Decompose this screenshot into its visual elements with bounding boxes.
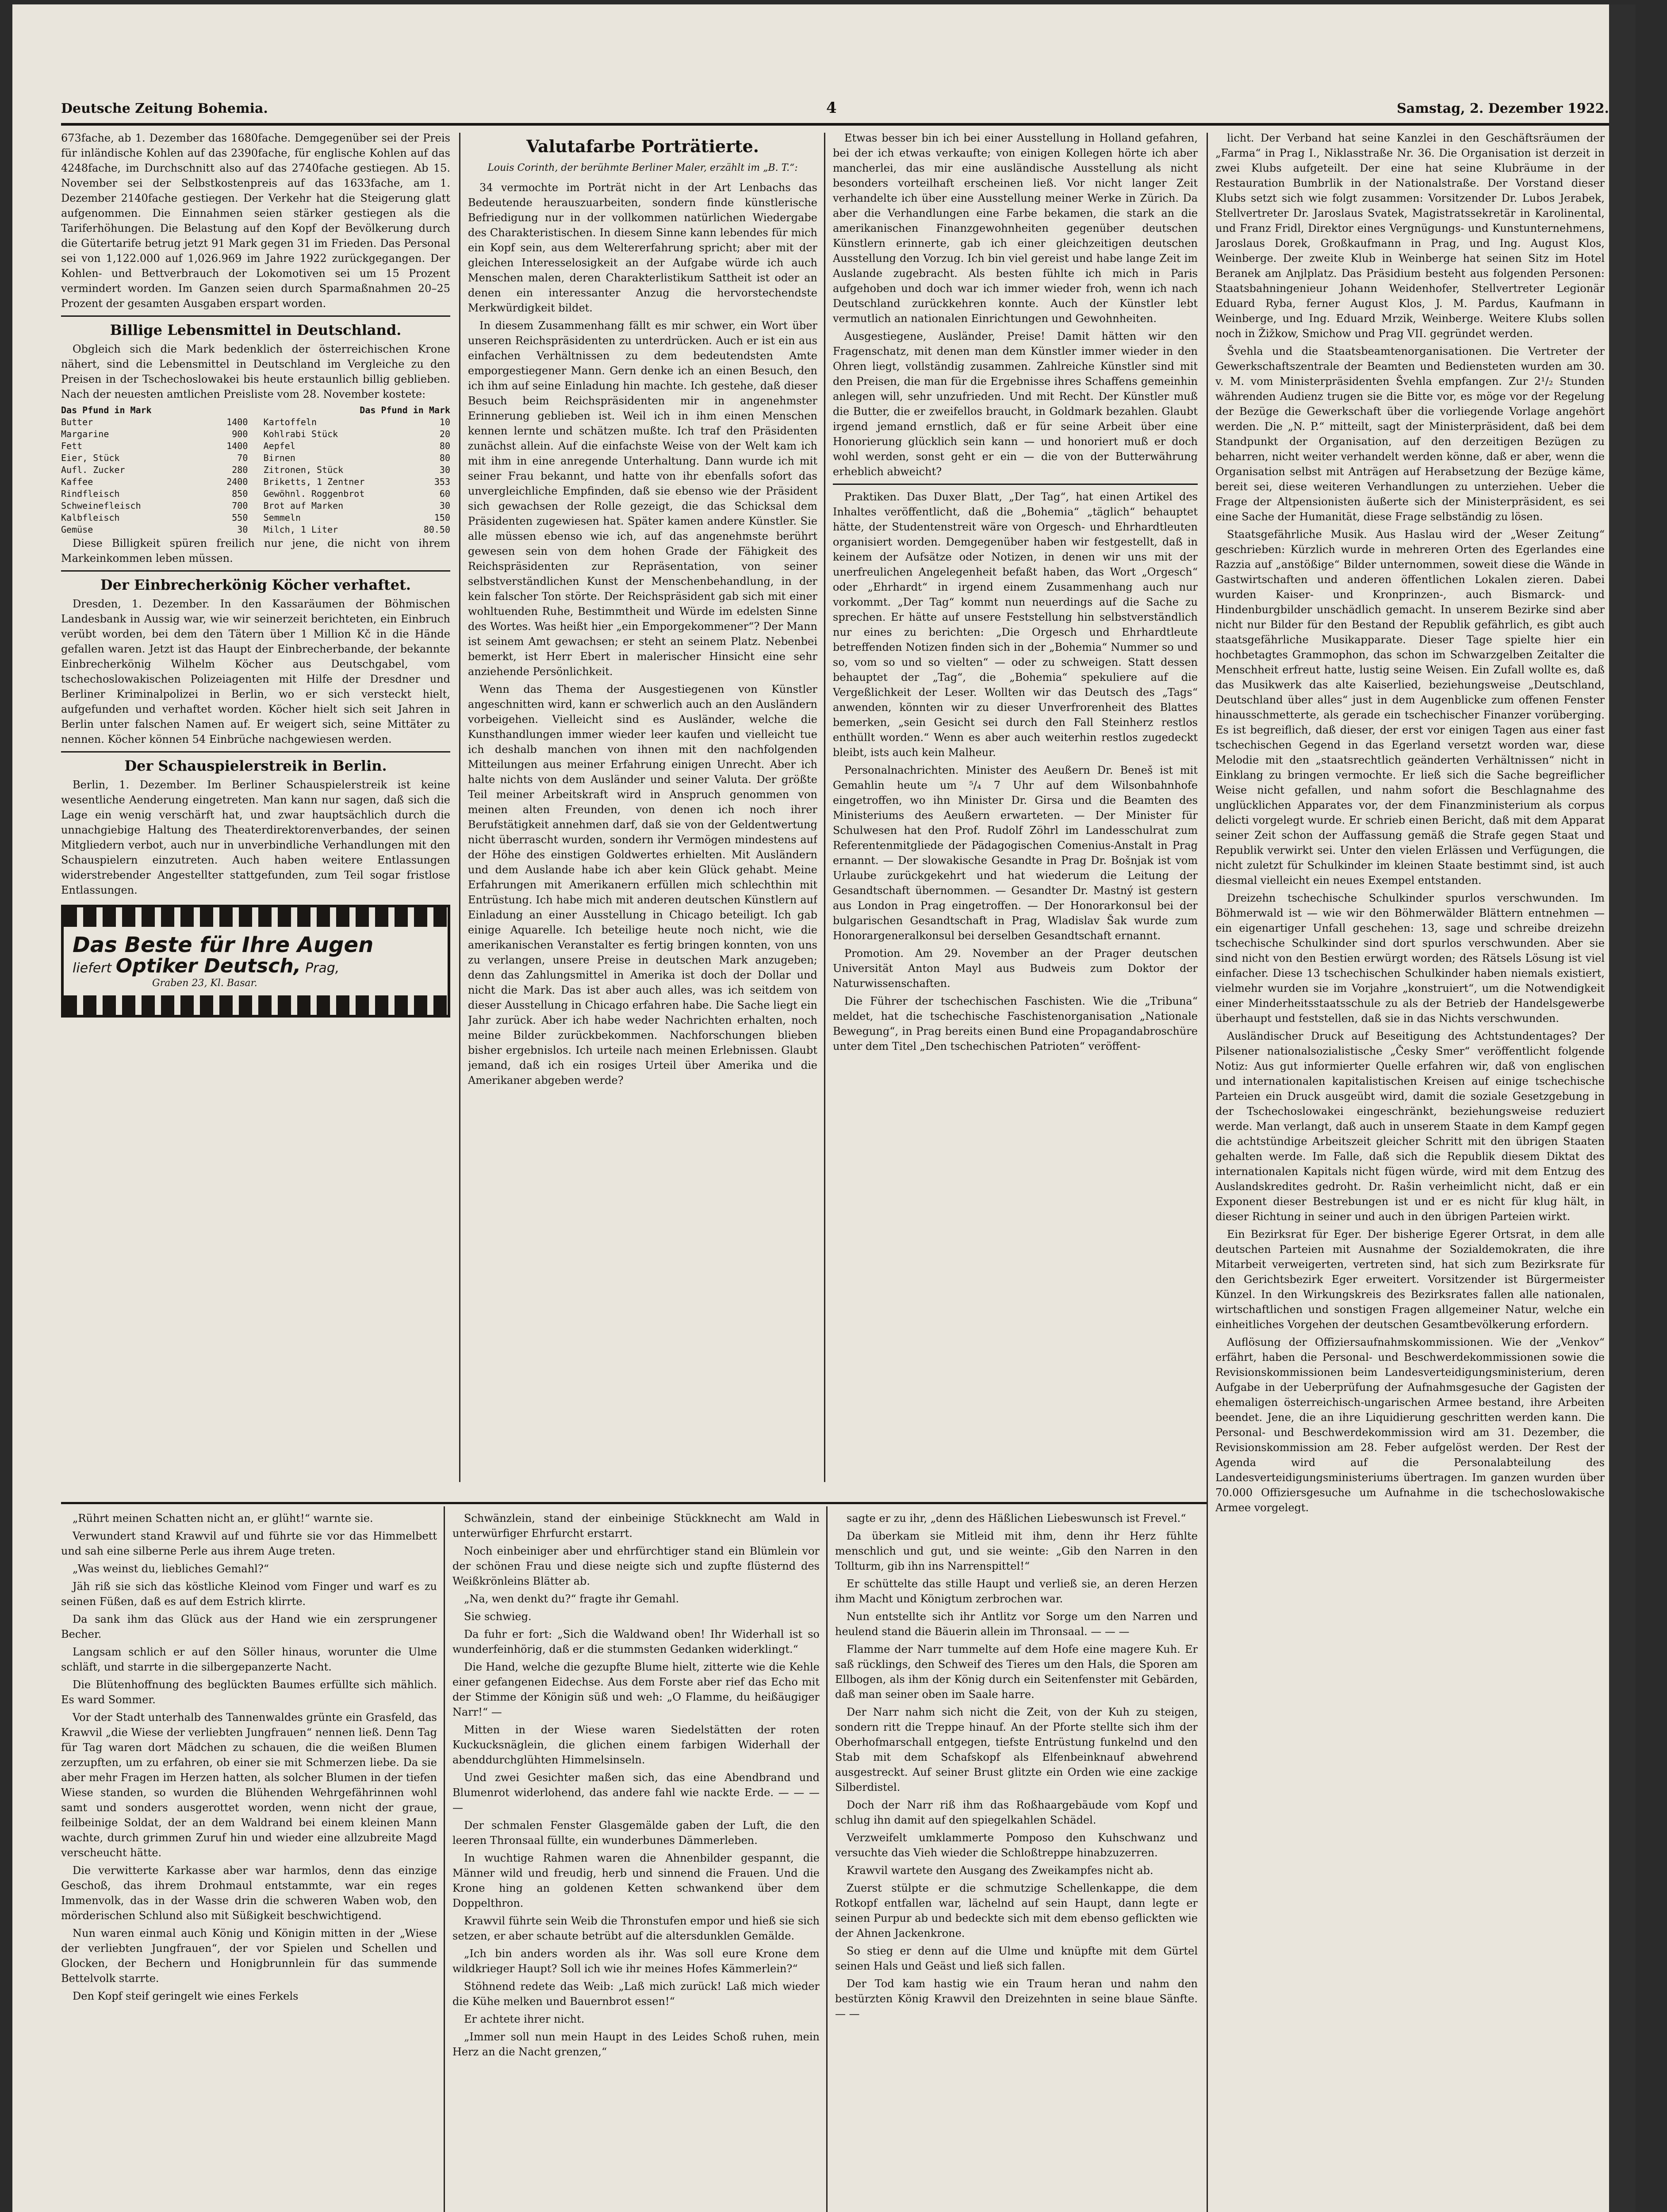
article-text: Wenn das Thema der Ausgestiegenen von Künstler angeschnitten wird, kann er schwerlich auch an den Ausländern vorbeigehen. Vielleicht sind es Ausländer, welche die Kunsthandlungen immer wieder leer kaufen und vielleicht tue ich deshalb manchen von ihnen mit den nachfolgenden Mitteilungen aus meiner Erfahrung einigen Unrecht. Aber ich halte nichts von dem Ausländer und seiner Valuta. Der größte Teil meiner Arbeitskraft wird in Anspruch genommen von meinen alten Freunden, von denen ich noch ihrer Berufstätigkeit annehmen darf, daß sie von der Geldentwertung nicht überrascht wurden, sondern ihr Vermögen mindestens auf der Höhe des einstigen Goldwertes erhielten. Mit Ausländern und dem Auslande habe ich aber kein Glück gehabt. Meine Erfahrungen mit Amerikanern erfüllen mich schlechthin mit Entrüstung. Ich habe mich mit anderen deutschen Künstlern auf Einladung an einer Ausstellung in Chicago beteiligt. Ich gab einige Aquarelle. Ich beteilige heute noch nicht, wie die amerikanischen Veranstalter es fertig bringen konnten, von uns zu verlangen, unsere Preise in deutschen Mark anzugeben; denn das Zahlungsmittel in Amerika ist doch der Dollar und nicht die Mark. Das ist aber auch alles, was ich seitdem von dieser Ausstellung in Chicago erfahren habe. Die Sache liegt ein Jahr zurück. Aber ich habe weder Nachrichten erhalten, noch meine Bilder zurückbekommen. Nachforschungen blieben bisher ergebnislos. Ich urteile nach meinen Erlebnissen. Glaubt jemand, daß ich ein rosiges Urteil über Amerika und die Amerikaner abgeben werde? bbox=[468, 683, 817, 1087]
feuilleton-paragraph: In wuchtige Rahmen waren die Ahnenbilder gespannt, die Männer wild und freudig, herb und sinnend die Frauen. Und die Krone hing an goldenen Ketten schwankend über dem Doppelthron. bbox=[452, 1852, 820, 1909]
price-value: 850 bbox=[232, 488, 248, 499]
price-item: Kartoffeln bbox=[263, 417, 317, 427]
ad-border-pattern bbox=[64, 907, 448, 927]
feuilleton-paragraph: Doch der Narr riß ihm das Roßhaargebäude vom Kopf und schlug ihn damit auf den spiegelkahlen Schädel. bbox=[835, 1799, 1198, 1826]
feuilleton-paragraph: Verwundert stand Krawvil auf und führte sie vor das Himmelbett und sah eine silberne Perle aus ihrem Auge treten. bbox=[61, 1530, 437, 1557]
feuilleton-paragraph: Die Hand, welche die gezupfte Blume hielt, zitterte wie die Kehle einer gefangenen Eidechse. Aus dem Forste aber rief das Echo mit der Stimme der Königin süß und weh: „O Flamme, du heißäugiger Narr!“ — bbox=[452, 1661, 820, 1718]
feuilleton-paragraph: Nun waren einmal auch König und Königin mitten in der „Wiese der verliebten Jungfrauen“, der vor Spielen und Schellen und Glocken, der Bechern und Honigbrunnlein für das summende Bettelvolk starrte. bbox=[61, 1927, 437, 1985]
news-item: Staatsgefährliche Musik. Aus Haslau wird der „Weser Zeitung“ geschrieben: Kürzlich wurde in mehreren Orten des Egerlandes eine Razzia auf „anstößige“ Bilder unternommen, soweit diese die Wände in Gastwirtschaften und anderen öffentlichen Lokalen zieren. Dabei wurden Kaiser- und Kronprinzen-, auch Bismarck- und Hindenburgbilder unschädlich gemacht. In unserem Bezirke sind aber nicht nur Bilder für den Bestand der Republik gefährlich, es gibt auch staatsgefährliche Musikapparate. Dieser Tage spielte hier ein hochbetagtes Grammophon, das schon im Schwarzgelben Zeitalter die Menschheit erfreut hatte, lustig seine Weisen. Ein Zufall wollte es, daß das Musikwerk das alte Kaiserlied, beziehungsweise „Deutschland, Deutschland über alles“ just in dem Augenblicke zum offenen Fenster hinausschmetterte, als gerade ein tschechischer Finanzer vorüberging. Es ist begreiflich, daß dieser, der erst vor einigen Tagen aus einer fast tschechischen Gegend in das Egerland versetzt worden war, diese Melodie mit den „staatsrechtlich geänderten Verhältnissen“ nicht in Einklang zu bringen vermochte. Er ließ sich die Sache begreiflicher Weise nicht gefallen, und nahm sofort die Beschlagnahme des unglücklichen Apparates vor, der dem Finanzministerium als corpus delicti vorgelegt wurde. Er schrieb einen Bericht, daß mit dem Apparat seiner Zeit schon der Auffassung gemäß die Strafe gegen Staat und Republik verwirkt sei. Unter den vielen Erlässen und Verfügungen, die nicht zuletzt für Schulkinder im kleinen Staate bestimmt sind, ist auch diesmal vielleicht ein neues Exempel entstanden. bbox=[1215, 528, 1605, 887]
price-value: 550 bbox=[232, 512, 248, 523]
ad-address: Graben 23, Kl. Basar. bbox=[152, 978, 257, 989]
newspaper-name: Deutsche Zeitung Bohemia. bbox=[61, 101, 268, 116]
feuilleton-paragraph: „Was weinst du, liebliches Gemahl?“ bbox=[73, 1563, 269, 1575]
article-continuation: 673fache, ab 1. Dezember das 1680fache. Demgegenüber sei der Preis für inländische Kohlen auf das 2390fache, für englische Kohlen auf das 4248fache, im Durchschnitt also auf das 2740fache gestiegen. Ab 15. November sei der Selbstkostenpreis auf das 1633fache, am 1. Dezember 2140fache gestiegen. Der Verkehr hat die Steigerung glatt aufgenommen. Die Einnahmen seien stärker gestiegen als die Tariferhöhungen. Die Belastung auf den Kopf der Bevölkerung durch die Gütertarife betrug jetzt 91 Mark gegen 31 im Frieden. Das Personal sei von 1,122.000 auf 1,026.969 im Jahre 1922 zurückgegangen. Der Kohlen- und Bettverbrauch der Lokomotiven sei um 15 Prozent vermindert worden. Im Ganzen seien durch Sparmaßnahmen 20–25 Prozent der gesamten Ausgaben erspart worden. bbox=[61, 132, 450, 310]
feuilleton-paragraph: Vor der Stadt unterhalb des Tannenwaldes grünte ein Grasfeld, das Krawvil „die Wiese der verliebten Jungfrauen“ nennen ließ. Denn Tag für Tag waren dort Mädchen zu schauen, die die weißen Blumen zerzupften, um zu erfahren, ob einer sie mit Schmerzen liebe. Da sie aber mehr Fragen im Herzen hatten, als solcher Blumen in der tiefen Wiese standen, so wurden die Blühenden Wehrgefährinnen wohl samt und sonders ausgerottet worden, wenn nicht der graue, feilbeinige Soldat, der an dem Waldrand bei einem kleinen Mann wachte, durch grimmen Zuruf hin und wieder eine allzubreite Magd verscheucht hätte. bbox=[61, 1711, 437, 1859]
feuilleton-paragraph: „Na, wen denkt du?“ fragte ihr Gemahl. bbox=[464, 1593, 679, 1605]
news-item: licht. Der Verband hat seine Kanzlei in den Geschäftsräumen der „Farma“ in Prag I., Niklasstraße Nr. 36. Die Organisation ist derzeit in zwei Klubs aufgeteilt. Der eine hat seine Klubräume in der Restauration Bumbrlik in der Nationalstraße. Der Vorstand dieser Klubs setzt sich wie folgt zusammen: Vorsitzender Dr. Lubos Jerabek, Stellvertreter Dr. Jaroslaus Svatek, Magistratssekretär in Karolinental, und Franz Fridl, Direktor eines Vergnügungs- und Kunstunternehmens, Jaroslaus Dorek, Großkaufmann in Prag, und Ing. August Klos, Weinberge. Der zweite Klub in Weinberge hat seinen Sitz im Hotel Beranek am Anjlplatz. Das Präsidium besteht aus folgenden Personen: Staatsbahningenieur Johann Weidenhofer, Stellvertreter Legionär Eduard Ryba, ferner August Klos, J. M. Pardus, Kaufmann in Weinberge, und Ing. Eduard Mrzik, Weinberge. Weitere Klubs sollen noch in Žižkow, Smichow und Prag VII. gegründet werden. bbox=[1215, 132, 1605, 340]
price-value: 30 bbox=[439, 500, 450, 511]
feuilleton-paragraph: Der Narr nahm sich nicht die Zeit, von der Kuh zu steigen, sondern ritt die Treppe hinauf. An der Pforte stellte sich ihm der Oberhofmarschall entgegen, tiefste Entrüstung funkelnd und den Stab mit dem Schafskopf als Elfenbeinknauf abwehrend ausgestreckt. Auf seiner Brust glitzte ein Orden wie eine zackige Silberdistel. bbox=[835, 1706, 1198, 1793]
newspaper-page bbox=[12, 4, 1636, 2212]
feuilleton-paragraph: Er achtete ihrer nicht. bbox=[464, 2013, 585, 2025]
news-item: Personalnachrichten. Minister des Aeußern Dr. Beneš ist mit Gemahlin heute um ⁵/₄ 7 Uhr auf dem Wilsonbahnhofe eingetroffen, wo ihn Minister Dr. Girsa und die Beamten des Ministeriums des Aeußern erwarteten. — Der Minister für Schulwesen hat den Prof. Rudolf Zöhrl im Landesschulrat zum Referentenmitgliede der Pädagogischen Comenius-Anstalt in Prag ernannt. — Der slowakische Gesandte in Prag Dr. Bošnjak ist vom Urlaube zurückgekehrt und hat wiederum die Leitung der Gesandtschaft übernommen. — Gesandter Dr. Mastný ist gestern aus London in Prag eingetroffen. — Der Honorarkonsul bei der bulgarischen Gesandtschaft in Prag, Wladislav Šak wurde zum Honorargeneralkonsul bei derselben Gesandtschaft ernannt. bbox=[833, 764, 1198, 942]
headline-portraetierte: Valutafarbe Porträtierte. bbox=[526, 136, 759, 156]
news-item: Die Führer der tschechischen Faschisten. Wie die „Tribuna“ meldet, hat die tschechische Faschistenorganisation „Nationale Bewegung“, in Prag bereits einen Bund eine Propagandabroschüre unter dem Titel „Den tschechischen Patrioten“ veröffent- bbox=[833, 995, 1198, 1052]
feuilleton-column-1 bbox=[61, 1511, 437, 2212]
news-item: Dreizehn tschechische Schulkinder spurlos verschwunden. Im Böhmerwald ist — wie wir den Böhmerwälder Blättern entnehmen — ein eigenartiger Unfall geschehen: 13, sage und schreibe dreizehn tschechische Schulkinder sind dort spurlos verschwunden. Aber sie sind nicht von den Bestien erwürgt worden; des Rätsels Lösung ist viel einfacher. Diese 13 tschechischen Schulkinder haben niemals existiert, vielmehr wurden sie im Vorjahre „konstruiert“, um die Notwendigkeit einer Minderheitsstaatsschule zu als der Betrieb der Handelsgewerbe überhaupt und feststellen, daß sie in das Nichts verschwunden. bbox=[1215, 892, 1605, 1025]
column-rule bbox=[824, 133, 825, 1482]
ad-title: Das Beste für Ihre Augen bbox=[73, 933, 374, 957]
article-text: In diesem Zusammenhang fällt es mir schwer, ein Wort über unseren Reichspräsidenten zu unterdrücken. Auch er ist ein aus einfachen Verhältnissen zu dem bedeutendsten Amte emporgestiegener Mann. Gern denke ich an einen Besuch, den ich ihm auf seine Einladung hin machte. Ich gestehe, daß dieser Besuch beim Reichspräsidenten mir in angenehmster Erinnerung geblieben ist. Weil ich in ihm einen Menschen kennen lernte und schätzen mußte. Ich traf den Präsidenten zunächst allein. Auf die einfachste Weise von der Welt kam ich mit ihm in eine anregende Unterhaltung. Dann wurde ich mit seiner Frau bekannt, und hatte von ihr ebenfalls sofort das unvergleichliche Empfinden, daß sie ebenso wie der Präsident sich gewachsen der Rolle gezeigt, die das Schicksal dem Präsidenten zugewiesen hat. Später kamen andere Künstler. Sie alle müssen ebenso wie ich, auf das angenehmste berührt gewesen sein von dem hohen Grade der Fähigkeit des Reichspräsidenten zur Repräsentation, von seiner selbstverständlichen Kunst der Menschenbehandlung, in der kein falscher Ton störte. Der Reichspräsident gab sich mit einer wohltuenden Ruhe, Bestimmtheit und Würde im edelsten Sinne des Wortes. Was heißt hier „ein Emporgekommener“? Der Mann ist seinem Amt gewachsen; er steht an seinem Platz. Nebenbei bemerkt, ist Herr Ebert in malerischer Hinsicht eine sehr anziehende Persönlichkeit. bbox=[468, 319, 817, 678]
feuilleton-paragraph: Nun entstellte sich ihr Antlitz vor Sorge um den Narren und heulend stand die Bäuerin allein im Thronsaal. — — — bbox=[835, 1610, 1198, 1638]
price-item: Zitronen, Stück bbox=[263, 465, 344, 475]
price-row bbox=[61, 500, 450, 512]
column-1 bbox=[61, 131, 450, 1493]
price-item: Gemüse bbox=[61, 524, 93, 535]
price-value: 900 bbox=[232, 429, 248, 439]
feuilleton-paragraph: Verzweifelt umklammerte Pomposo den Kuhschwanz und versuchte das Vieh wieder die Schloßtreppe hinabzuzerren. bbox=[835, 1832, 1198, 1859]
news-item: Auflösung der Offiziersaufnahmskommissionen. Wie der „Venkov“ erfährt, haben die Personal- und Beschwerdekommissionen sowie die Revisionskommissionen beim Landesverteidigungsministerium, deren Aufgabe in der Ueberprüfung der Aufnahmsgesuche der Gagisten der ehemaligen österreichisch-ungarischen Armee bestand, ihre Arbeiten beendet. Jene, die an ihre Liquidierung geschritten werden kann. Die Personal- und Beschwerdekommission wird am 31. Dezember, die Revisionskommission am 28. Feber aufgelöst werden. Der Rest der Agenda wird auf die Personalabteilung des Landesverteidigungsministeriums übertragen. Im ganzen wurden über 70.000 Offiziersgesuche um Aufnahme in die tschechoslowakische Armee vorgelegt. bbox=[1215, 1336, 1605, 1514]
price-item: Gewöhnl. Roggenbrot bbox=[263, 488, 365, 499]
feuilleton-paragraph: Schwänzlein, stand der einbeinige Stückknecht am Wald in unterwürfiger Ehrfurcht erstarrt. bbox=[452, 1512, 820, 1540]
price-value: 10 bbox=[439, 417, 450, 427]
price-value: 1400 bbox=[226, 441, 248, 451]
price-value: 80 bbox=[439, 453, 450, 463]
feuilleton-column-2 bbox=[452, 1511, 820, 2212]
news-item: Promotion. Am 29. November an der Prager deutschen Universität Anton Mayl aus Budweis zum Doktor der Naturwissenschaften. bbox=[833, 947, 1198, 990]
feuilleton-column-3 bbox=[835, 1511, 1198, 2212]
feuilleton-paragraph: Sie schwieg. bbox=[464, 1610, 532, 1623]
article-text: 34 vermochte im Porträt nicht in der Art Lenbachs das Bedeutende herauszuarbeiten, sondern finde künstlerische Befriedigung nur in der vollkommen natürlichen Wiedergabe des Charakteristischen. In diesem Sinne kann lebendes für mich ein Kopf sein, aus dem Weltererfahrung spricht; aber mit der gleichen Interesselosigkeit an der Aufgabe würde ich auch Menschen malen, deren Charakterlistikum Sattheit ist oder an denen ein interessanter Anzug die hervorstechendste Merkwürdigkeit bildet. bbox=[468, 181, 817, 314]
feuilleton-paragraph: Die Blütenhoffnung des beglückten Baumes erfüllte sich mählich. Es ward Sommer. bbox=[61, 1678, 437, 1706]
price-value: 60 bbox=[439, 488, 450, 499]
article-text: Diese Billigkeit spüren freilich nur jene, die nicht von ihrem Markeinkommen leben müssen. bbox=[61, 537, 450, 565]
feuilleton-paragraph: Der schmalen Fenster Glasgemälde gaben der Luft, die den leeren Thronsaal füllte, ein wunderbunes Dämmerleben. bbox=[452, 1819, 820, 1847]
feuilleton-paragraph: Flamme der Narr tummelte auf dem Hofe eine magere Kuh. Er saß rücklings, den Schweif des Tieres um den Hals, die Sporen am Ellbogen, als ihm der König durch ein Seitenfenster mit Gebärden, daß man seiner oben im Saale harre. bbox=[835, 1643, 1198, 1701]
price-row bbox=[61, 452, 450, 464]
column-4 bbox=[1215, 131, 1605, 2212]
article-text: Obgleich sich die Mark bedenklich der österreichischen Krone nähert, sind die Lebensmittel in Deutschland im Vergleiche zu den Preisen in der Tschechoslowakei bis heute erstaunlich billig geblieben. Nach der neuesten amtlichen Preisliste vom 28. November kostete: bbox=[61, 343, 450, 400]
page-header bbox=[61, 96, 1609, 126]
price-row bbox=[61, 416, 450, 428]
news-item: Ausländischer Druck auf Beseitigung des Achtstundentages? Der Pilsener nationalsozialistische „Česky Smer“ veröffentlicht folgende Notiz: Aus gut informierter Quelle erfahren wir, daß von englischen und internationalen kapitalistischen Kreisen auf einige tschechische Parteien ein Druck ausgeübt wird, damit die soziale Gesetzgebung in der Tschechoslowakei eingeschränkt, beziehungsweise reduziert werde. Man verlangt, daß auch in unserem Staate in dem Kampf gegen die achtstündige Arbeitszeit gleicher Schritt mit den übrigen Staaten gehalten werde. Im Falle, daß sich die Republik diesem Diktat des internationalen Kapitals nicht fügen würde, wird mit dem Entzug des Auslandskredites gedroht. Dr. Rašin verheimlicht nicht, daß er ein Exponent dieser Bestrebungen ist und er es nicht für klug hält, in dieser Richtung in seiner und auch in den übrigen Parteien wirkt. bbox=[1215, 1030, 1605, 1223]
price-row bbox=[61, 428, 450, 440]
feuilleton-paragraph: sagte er zu ihr, „denn des Häßlichen Liebeswunsch ist Frevel.“ bbox=[847, 1512, 1186, 1525]
divider bbox=[61, 315, 450, 317]
price-row bbox=[61, 524, 450, 536]
price-item: Birnen bbox=[263, 453, 295, 463]
feuilleton-paragraph: Die verwitterte Karkasse aber war harmlos, denn das einzige Geschoß, das ihrem Drohmaul entstammte, war ein reges Immenvolk, das in der Wasse drin die schweren Waben wob, den mörderischen Schlund also mit Süßigkeit beschwichtigend. bbox=[61, 1864, 437, 1922]
price-value: 30 bbox=[237, 524, 248, 535]
feuilleton-rule bbox=[61, 1502, 1207, 1504]
price-value: 150 bbox=[434, 512, 450, 523]
price-row bbox=[61, 488, 450, 500]
price-item: Briketts, 1 Zentner bbox=[263, 476, 365, 487]
headline-einbrecherkoenig: Der Einbrecherkönig Köcher verhaftet. bbox=[100, 576, 411, 593]
article-text: Dresden, 1. Dezember. In den Kassaräumen der Böhmischen Landesbank in Aussig war, wie wir seinerzeit berichteten, ein Einbruch verübt worden, bei dem den Tätern über 1 Million Kč in die Hände gefallen waren. Jetzt ist das Haupt der Einbrecherbande, der bekannte Einbrecherkönig Wilhelm Köcher aus Deutschgabel, vom tschechoslowakischen Polizeiagenten mit Hilfe der Dresdner und Berliner Kriminalpolizei in Berlin, wo er sich versteckt hielt, aufgefunden und verhaftet worden. Köcher hielt sich seit Jahren in Berlin unter falschen Namen auf. Er weigert sich, seine Mittäter zu nennen. Köcher können 54 Einbrüche nachgewiesen werden. bbox=[61, 598, 450, 745]
feuilleton-paragraph: „Rührt meinen Schatten nicht an, er glüht!“ warnte sie. bbox=[73, 1512, 373, 1525]
feuilleton-paragraph: So stieg er denn auf die Ulme und knüpfte mit dem Gürtel seinen Hals und Geäst und ließ sich fallen. bbox=[835, 1945, 1198, 1972]
feuilleton-paragraph: Mitten in der Wiese waren Siedelstätten der roten Kuckucksnäglein, die glichen einem farbigen Widerhall der abenddurchglühten Himmelsinseln. bbox=[452, 1724, 820, 1766]
price-item: Kohlrabi Stück bbox=[263, 429, 338, 439]
column-rule bbox=[444, 1506, 445, 2212]
binding-edge bbox=[1609, 4, 1636, 2212]
divider bbox=[833, 484, 1198, 485]
price-item: Kalbfleisch bbox=[61, 512, 120, 523]
divider bbox=[61, 570, 450, 572]
feuilleton-paragraph: Zuerst stülpte er die schmutzige Schellenkappe, die dem Rotkopf entfallen war, lächelnd auf sein Haupt, dann legte er seinen Purpur ab und bedeckte sich mit dem ebenso geflickten wie der Ahnen Jackenkrone. bbox=[835, 1882, 1198, 1939]
price-item: Aufl. Zucker bbox=[61, 465, 125, 475]
page-number: 4 bbox=[826, 99, 837, 117]
byline: Louis Corinth, der berühmte Berliner Maler, erzählt im „B. T.“: bbox=[487, 162, 798, 173]
feuilleton-paragraph: Der Tod kam hastig wie ein Traum heran und nahm den bestürzten König Krawvil den Dreizehnten in seine blaue Sänfte. — — bbox=[835, 1978, 1198, 2020]
feuilleton-paragraph: „Immer soll nun mein Haupt in des Leides Schoß ruhen, mein Herz an die Nacht grenzen,“ bbox=[452, 2031, 820, 2058]
price-item: Milch, 1 Liter bbox=[263, 524, 338, 535]
price-value: 20 bbox=[439, 429, 450, 439]
article-text: Ausgestiegene, Ausländer, Preise! Damit hätten wir den Fragenschatz, mit denen man dem Künstler immer wieder in den Ohren liegt, vollständig zusammen. Zahlreiche Künstler sind mit den Preisen, die man für die Ergebnisse ihres Schaffens gemeinhin anlegen will, sehr unzufrieden. Und mit Recht. Der Künstler muß die Butter, die er zweifellos braucht, in Goldmark bezahlen. Glaubt irgend jemand ernstlich, daß er für seine Arbeit über eine Honorierung glücklich sein kann — und honoriert muß er doch wohl werden, sonst geht er ein — die von der Butterwährung erheblich abweicht? bbox=[833, 330, 1198, 478]
issue-date: Samstag, 2. Dezember 1922. bbox=[1397, 101, 1609, 116]
price-value: 30 bbox=[439, 465, 450, 475]
feuilleton-paragraph: Jäh riß sie sich das köstliche Kleinod vom Finger und warf es zu seinen Füßen, daß es auf dem Estrich klirrte. bbox=[61, 1580, 437, 1608]
column-rule bbox=[459, 133, 460, 1482]
price-item: Brot auf Marken bbox=[263, 500, 344, 511]
price-row bbox=[61, 476, 450, 488]
price-value: 80 bbox=[439, 441, 450, 451]
price-value: 700 bbox=[232, 500, 248, 511]
divider bbox=[61, 751, 450, 753]
price-table-header: Das Pfund in Mark Das Pfund in Mark bbox=[61, 405, 450, 415]
price-item: Semmeln bbox=[263, 512, 301, 523]
price-value: 70 bbox=[237, 453, 248, 463]
price-table bbox=[61, 404, 450, 536]
feuilleton-paragraph: Krawvil führte sein Weib die Thronstufen empor und hieß sie sich setzen, er aber schaute betrübt auf die altersdunklen Gemälde. bbox=[452, 1915, 820, 1942]
feuilleton-paragraph: Noch einbeiniger aber und ehrfürchtiger stand ein Blümlein vor der schönen Frau und diese neigte sich und zupfte flüsternd des Weißkrönleins Blätter ab. bbox=[452, 1545, 820, 1587]
optiker-advertisement bbox=[61, 905, 450, 1018]
feuilleton-paragraph: „Ich bin anders worden als ihr. Was soll eure Krone dem wildkrieger Haupt? Soll ich wie ihr meines Hofes Kämmerlein?“ bbox=[452, 1947, 820, 1975]
column-rule bbox=[1207, 133, 1208, 2212]
column-3 bbox=[833, 131, 1198, 1493]
price-item: Kaffee bbox=[61, 476, 93, 487]
column-2 bbox=[468, 131, 817, 1493]
headline-schauspielerstreik: Der Schauspielerstreik in Berlin. bbox=[124, 757, 387, 774]
price-item: Eier, Stück bbox=[61, 453, 120, 463]
feuilleton-paragraph: Da überkam sie Mitleid mit ihm, denn ihr Herz fühlte menschlich und gut, und sie weinte: „Gib den Narren in den Tollturm, gib ihn ins Narrenspittel!“ bbox=[835, 1530, 1198, 1572]
feuilleton-paragraph: Da sank ihm das Glück aus der Hand wie ein zersprungener Becher. bbox=[61, 1613, 437, 1640]
ad-border-pattern bbox=[64, 995, 448, 1015]
price-row bbox=[61, 464, 450, 476]
price-row bbox=[61, 440, 450, 452]
price-value: 1400 bbox=[226, 417, 248, 427]
feuilleton-paragraph: Krawvil wartete den Ausgang des Zweikampfes nicht ab. bbox=[847, 1864, 1153, 1877]
price-item: Fett bbox=[61, 441, 83, 451]
article-text: Berlin, 1. Dezember. Im Berliner Schauspielerstreik ist keine wesentliche Aenderung eingetreten. Man kann nur sagen, daß sich die Lage ein wenig verschärft hat, und zwar hauptsächlich durch die unnachgiebige Haltung des Theaterdirektorenverbandes, der seinen Mitgliedern verbot, auch nur in unverbindliche Verhandlungen mit den Schauspielern einzutreten. Auch haben weitere Entlassungen widerstrebender Angestellter stattgefunden, zum Teil sogar fristlose Entlassungen. bbox=[61, 779, 450, 896]
price-item: Aepfel bbox=[263, 441, 295, 451]
price-item: Margarine bbox=[61, 429, 109, 439]
feuilleton-paragraph: Langsam schlich er auf den Söller hinaus, worunter die Ulme schläft, und starrte in die silbergepanzerte Nacht. bbox=[61, 1646, 437, 1673]
feuilleton-paragraph: Den Kopf steif geringelt wie eines Ferkels bbox=[73, 1990, 299, 2002]
feuilleton-paragraph: Stöhnend redete das Weib: „Laß mich zurück! Laß mich wieder die Kühe melken und Bauernbrot essen!“ bbox=[452, 1980, 820, 2008]
column-rule bbox=[826, 1506, 828, 2212]
price-item: Rindfleisch bbox=[61, 488, 120, 499]
news-item: Ein Bezirksrat für Eger. Der bisherige Egerer Ortsrat, in dem alle deutschen Parteien mit Ausnahme der Sozialdemokraten, die ihre Mitarbeit verweigerten, vertreten sind, hat sich zum Bezirksrate für den Gerichtsbezirk Eger erweitert. Vorsitzender ist Bürgermeister Künzel. In den Wirkungskreis des Bezirksrates fallen alle nationalen, wirtschaftlichen und sonstigen Fragen allgemeiner Natur, welche ein einheitliches Vorgehen der deutschen Gesamtbevölkerung erfordern. bbox=[1215, 1228, 1605, 1331]
feuilleton-paragraph: Er schüttelte das stille Haupt und verließ sie, an deren Herzen ihm Macht und Königtum zerbrochen war. bbox=[835, 1578, 1198, 1605]
price-item: Schweinefleisch bbox=[61, 500, 141, 511]
price-value: 280 bbox=[232, 465, 248, 475]
news-item: Švehla und die Staatsbeamtenorganisationen. Die Vertreter der Gewerkschaftszentrale der Beamten und Bediensteten wurden am 30. v. M. vom Ministerpräsidenten Švehla empfangen. Zur 2¹/₂ Stunden währenden Audienz trugen sie die Bitte vor, es möge vor der Regelung der Bezüge die Gewerkschaft über die vorliegende Vorlage angehört werden. Die „N. P.“ mitteilt, sagt der Ministerpräsident, daß bei dem Standpunkt der Organisation, auf den derzeitigen Bezügen zu beharren, nicht weiter verhandelt werden könne, daß er aber, wenn die Organisation selbst mit Anträgen auf Herabsetzung der Bezüge käme, bereit sei, diese weiteren Verhandlungen zu unterziehen. Ueber die Frage der Altpensionisten äußerte sich der Ministerpräsident, es sei eine Sache der Humanität, diese Frage selbständig zu lösen. bbox=[1215, 345, 1605, 523]
article-text: Etwas besser bin ich bei einer Ausstellung in Holland gefahren, bei der ich etwas verkaufte; von einigen Kollegen hörte ich aber mancherlei, das mir eine ausländische Ausstellung als nicht besonders vorteilhaft erscheinen ließ. Vor nicht langer Zeit verhandelte ich über eine Ausstellung meiner Werke in Zürich. Da aber die Verhandlungen eine Farbe bekamen, die stark an die amerikanischen Finanzgewohnheiten gegenüber deutschen Künstlern erinnerte, gab ich einer gleichzeitigen deutschen Ausstellung den Vorzug. Ich bin viel gereist und habe lange Zeit im Auslande zugebracht. Als besten fühlte ich mich in Paris aufgehoben und doch war ich immer wieder froh, wenn ich nach Deutschland zurückkehren konnte. Auch der Künstler lebt vermutlich an nationalen Einrichtungen und Gewohnheiten. bbox=[833, 132, 1198, 325]
price-value: 2400 bbox=[226, 476, 248, 487]
price-row bbox=[61, 512, 450, 524]
price-value: 80.50 bbox=[423, 524, 450, 535]
price-value: 353 bbox=[434, 476, 450, 487]
feuilleton-paragraph: Und zwei Gesichter maßen sich, das eine Abendbrand und Blumenrot widerlohend, das andere fahl wie nackte Erde. — — — — bbox=[452, 1771, 820, 1814]
price-item: Butter bbox=[61, 417, 93, 427]
headline-billige-lebensmittel: Billige Lebensmittel in Deutschland. bbox=[110, 322, 402, 338]
news-item: Praktiken. Das Duxer Blatt, „Der Tag“, hat einen Artikel des Inhaltes veröffentlicht, daß die „Bohemia“ „täglich“ behauptet hätte, der Studentenstreit wäre von Orgesch- und Ehrhardtleuten organisiert worden. Demgegenüber haben wir festgestellt, daß in keinem der Aufsätze oder Notizen, in denen wir uns mit der unerfreulichen Angelegenheit befaßt haben, das Wort „Orgesch“ oder „Ehrhardt“ in irgend einem Zusammenhang auch nur vorkommt. „Der Tag“ kommt nun neuerdings auf die Sache zu sprechen. Er hätte auf unsere Feststellung hin selbstverständlich nur eines zu berichten: „Die Orgesch und Ehrhardtleute betreffenden Notizen finden sich in der „Bohemia“ Nummer so und so, vom so und so vielten“ — oder zu schweigen. Statt dessen behauptet der „Tag“, die „Bohemia“ spekuliere auf die Vergeßlichkeit der Leser. Wollten wir das Deutsch des „Tags“ anwenden, könnten wir zu dieser Unverfrorenheit des Blattes bemerken, „sein Gesicht sei durch den Fall Steinherz restlos enthüllt worden.“ Wenn es aber auch weiterhin restlos zugedeckt bleibt, ists auch kein Malheur. bbox=[833, 491, 1198, 759]
feuilleton-paragraph: Da fuhr er fort: „Sich die Waldwand oben! Ihr Widerhall ist so wunderfeinhörig, daß er die stummsten Gedanken widerklingt.“ bbox=[452, 1628, 820, 1655]
ad-line: liefert Optiker Deutsch, Prag, bbox=[73, 955, 340, 977]
